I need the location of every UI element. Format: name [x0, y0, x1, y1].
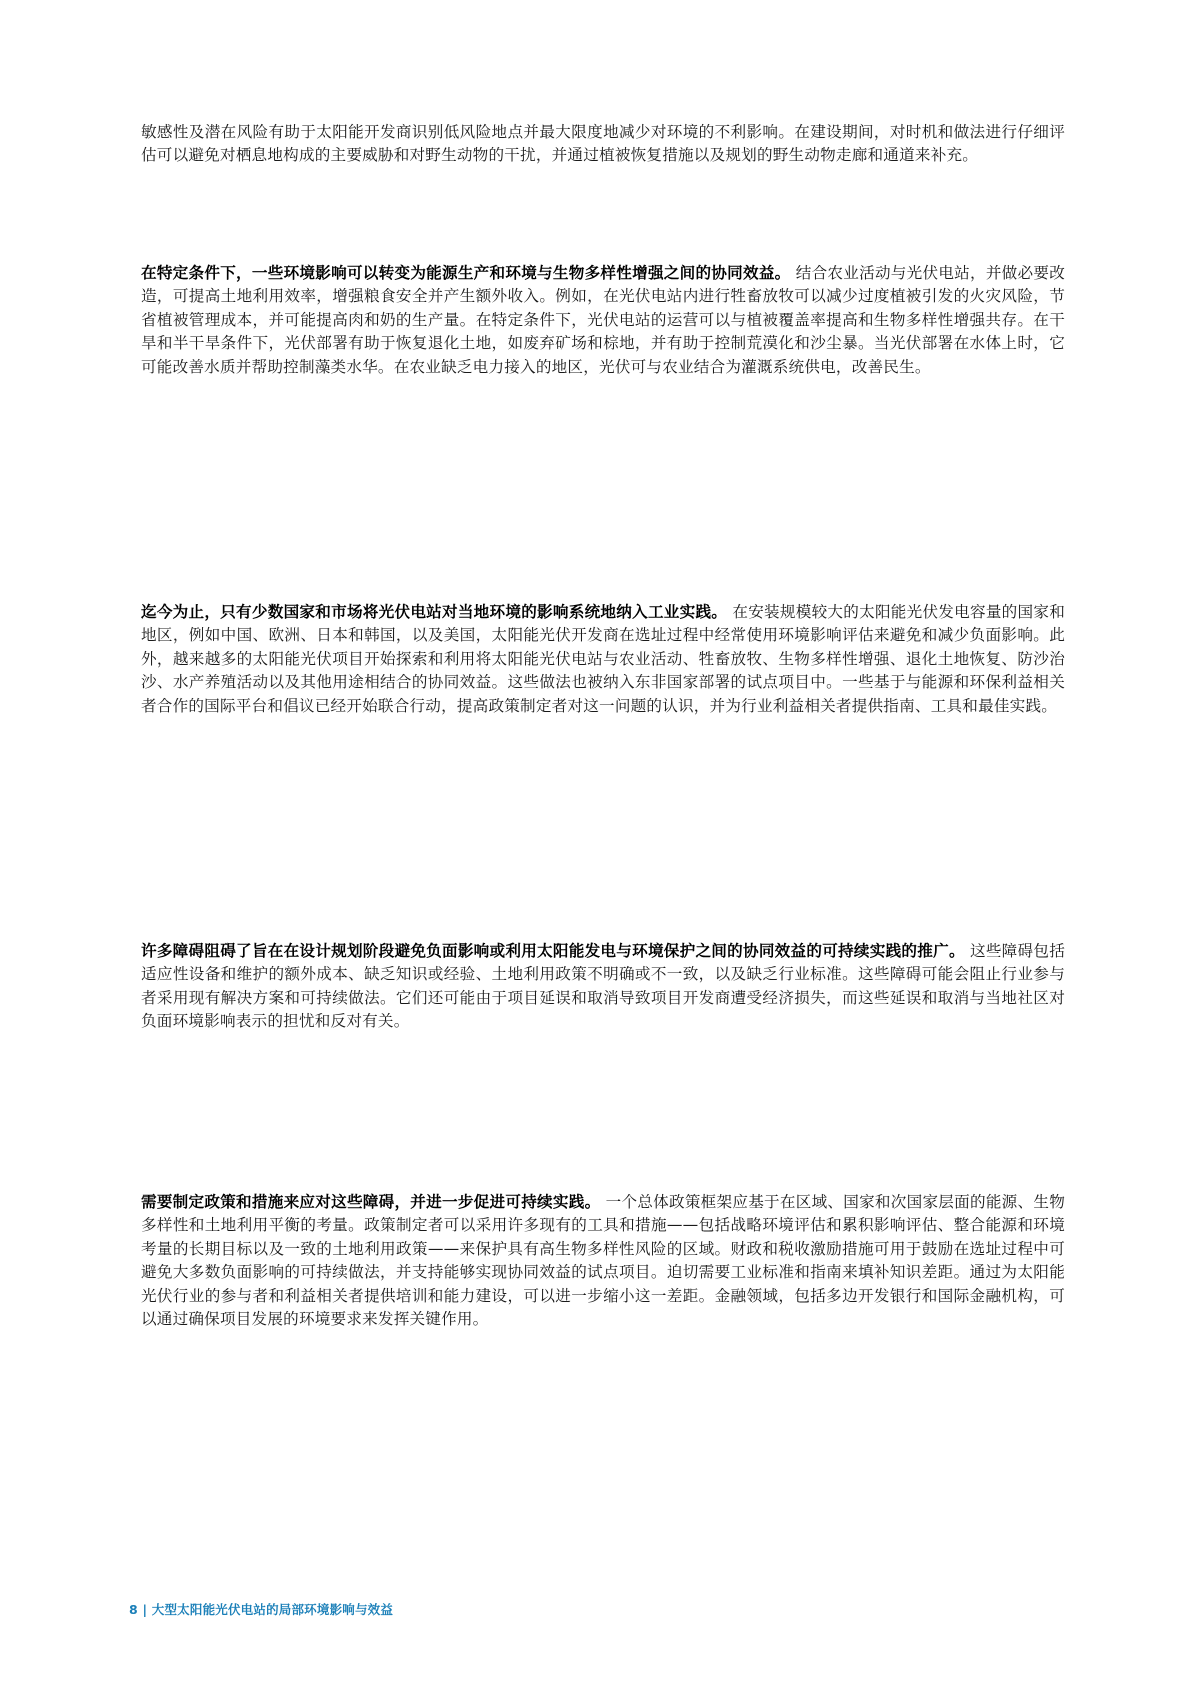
- paragraph-lead: 需要制定政策和措施来应对这些障碍，并进一步促进可持续实践。: [141, 1193, 601, 1211]
- paragraph-policy-measures: [141, 1191, 1065, 1331]
- paragraph-habitat-sensitivity: [141, 121, 1065, 168]
- paragraph-body: 在安装规模较大的太阳能光伏发电容量的国家和地区，例如中国、欧洲、日本和韩国，以及美国，太阳能光伏开发商在选址过程中经常使用环境影响评估来避免和减少负面影响。此外，越来越多的太阳能光伏项目开始探索和利用将太阳能光伏电站与农业活动、牲畜放牧、生物多样性增强、退化土地恢复、防沙治沙、水产养殖活动以及其他用途相结合的协同效益。这些做法也被纳入东非国家部署的试点项目中。一些基于与能源和环保利益相关者合作的国际平台和倡议已经开始联合行动，提高政策制定者对这一问题的认识，并为行业利益相关者提供指南、工具和最佳实践。: [141, 603, 1065, 715]
- paragraph-barriers: [141, 940, 1065, 1034]
- paragraph-synergy-benefits: [141, 262, 1065, 379]
- paragraph-industry-practice: [141, 601, 1065, 718]
- paragraph-body: 敏感性及潜在风险有助于太阳能开发商识别低风险地点并最大限度地减少对环境的不利影响。在建设期间，对时机和做法进行仔细评估可以避免对栖息地构成的主要威胁和对野生动物的干扰，并通过植被恢复措施以及规划的野生动物走廊和通道来补充。: [141, 123, 1065, 165]
- paragraph-body: 一个总体政策框架应基于在区域、国家和次国家层面的能源、生物多样性和土地利用平衡的考量。政策制定者可以采用许多现有的工具和措施——包括战略环境评估和累积影响评估、整合能源和环境考量的长期目标以及一致的土地利用政策——来保护具有高生物多样性风险的区域。财政和税收激励措施可用于鼓励在选址过程中可避免大多数负面影响的可持续做法，并支持能够实现协同效益的试点项目。迫切需要工业标准和指南来填补知识差距。通过为太阳能光伏行业的参与者和利益相关者提供培训和能力建设，可以进一步缩小这一差距。金融领域，包括多边开发银行和国际金融机构，可以通过确保项目发展的环境要求来发挥关键作用。: [141, 1193, 1065, 1329]
- paragraph-lead: 在特定条件下，一些环境影响可以转变为能源生产和环境与生物多样性增强之间的协同效益。: [141, 264, 791, 282]
- paragraph-body: 结合农业活动与光伏电站，并做必要改造，可提高土地利用效率，增强粮食安全并产生额外收入。例如，在光伏电站内进行牲畜放牧可以减少过度植被引发的火灾风险，节省植被管理成本，并可能提高肉和奶的生产量。在特定条件下，光伏电站的运营可以与植被覆盖率提高和生物多样性增强共存。在干旱和半干旱条件下，光伏部署有助于恢复退化土地，如废弃矿场和棕地，并有助于控制荒漠化和沙尘暴。当光伏部署在水体上时，它可能改善水质并帮助控制藻类水华。在农业缺乏电力接入的地区，光伏可与农业结合为灌溉系统供电，改善民生。: [141, 264, 1066, 376]
- page-footer: 8 | 大型太阳能光伏电站的局部环境影响与效益: [129, 1602, 394, 1617]
- paragraph-body: 这些障碍包括适应性设备和维护的额外成本、缺乏知识或经验、土地利用政策不明确或不一致，以及缺乏行业标准。这些障碍可能会阻止行业参与者采用现有解决方案和可持续做法。它们还可能由于项目延误和取消导致项目开发商遭受经济损失，而这些延误和取消与当地社区对负面环境影响表示的担忧和反对有关。: [141, 942, 1066, 1031]
- paragraph-lead: 许多障碍阻碍了旨在在设计规划阶段避免负面影响或利用太阳能发电与环境保护之间的协同效益的可持续实践的推广。: [141, 942, 965, 960]
- paragraph-lead: 迄今为止，只有少数国家和市场将光伏电站对当地环境的影响系统地纳入工业实践。: [141, 603, 728, 621]
